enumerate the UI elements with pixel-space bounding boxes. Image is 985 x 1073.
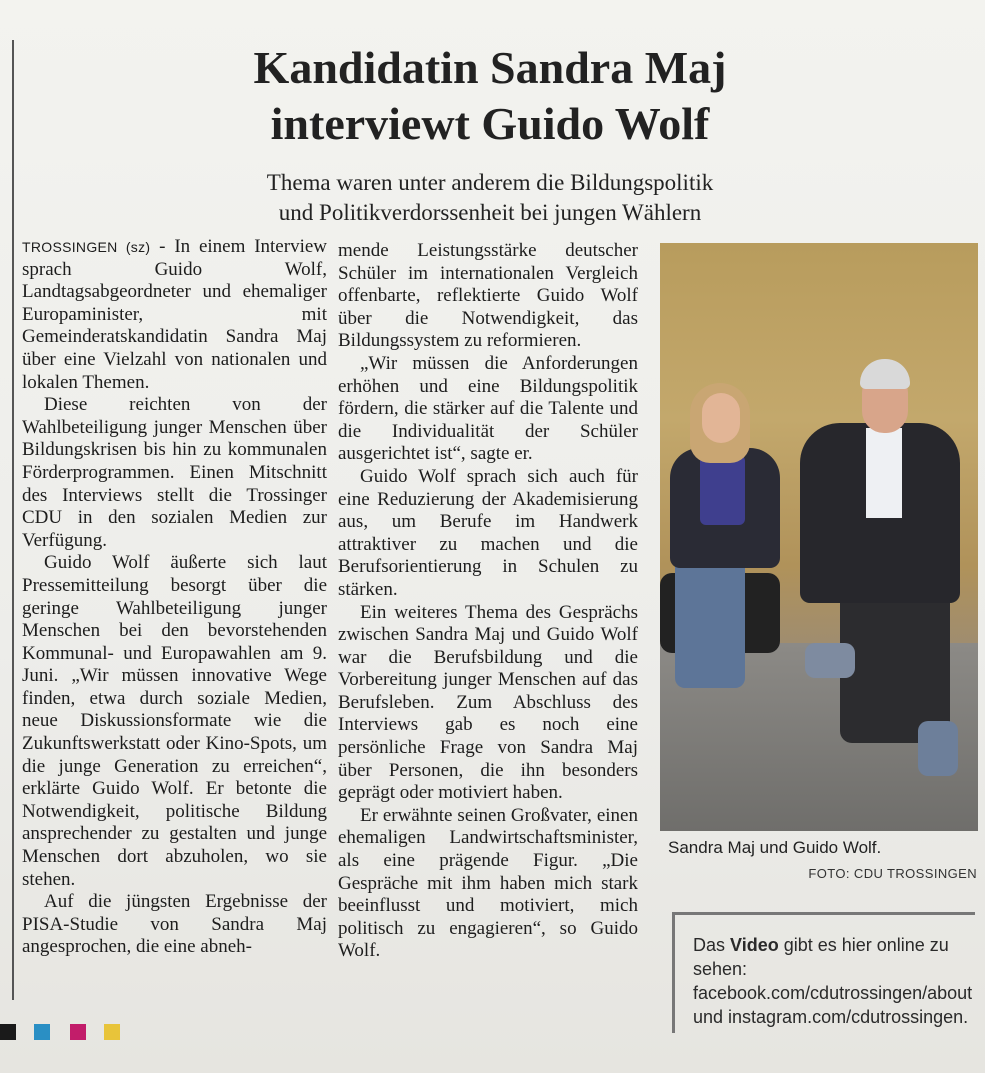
photo-person-a-legs: [675, 548, 745, 688]
column-rule: [12, 40, 14, 1000]
article-photo: [660, 243, 978, 831]
article-column-2: [338, 240, 638, 963]
photo-shoe: [918, 721, 958, 776]
paragraph: Er erwähnte seinen Großvater, einen ehemaligen Landwirtschaftsminister, als eine prägende Figur. „Die Gespräche mit ihm haben mich stark beeinflusst und motiviert, mich politisch zu engagieren“, so Guido Wolf.: [338, 804, 638, 962]
paragraph: Guido Wolf sprach sich auch für eine Reduzierung der Akademisierung aus, um Berufe im Handwerk attraktiver zu machen und die Berufsorientierung in Schulen zu stärken.: [338, 465, 638, 600]
photo-person-a-face: [702, 393, 740, 443]
print-color-swatch-black: [0, 1024, 16, 1040]
paragraph: [22, 236, 327, 394]
paragraph-text: - In einem Interview sprach Guido Wolf, Landtagsabgeordneter und ehemaliger Europaminister, mit Gemeinderatskandidatin Sandra Maj über eine Vielzahl von nationalen und lokalen Themen.: [22, 236, 327, 393]
paragraph: Diese reichten von der Wahlbeteiligung junger Menschen über Bildungskrisen bis hin zu kommunalen Förderprogrammen. Einen Mitschnitt des Interviews stellt die Trossinger CDU in den sozialen Medien zur Verfügung.: [22, 394, 327, 551]
subhead-line-1: Thema waren unter anderem die Bildungspolitik: [266, 170, 714, 195]
info-box-prefix: Das: [693, 935, 731, 955]
info-box-rest: gibt es hier online zu sehen: facebook.com/cdutrossingen/about und instagram.com/cdutrossingen.: [693, 935, 973, 1027]
subheadline: [140, 168, 840, 228]
headline-line-1: Kandidatin Sandra Maj: [253, 42, 727, 93]
paragraph: Guido Wolf äußerte sich laut Pressemitteilung besorgt über die geringe Wahlbeteiligung junger Menschen bei den bevorstehenden Kommunal- und Europawahlen am 9. Juni. „Wir müssen innovative Wege finden, etwa durch soziale Medien, neue Diskussionsformate wie die Zukunftswerkstatt oder Kino-Spots, um die junge Generation zu erreichen“, erklärte Guido Wolf. Er betonte die Notwendigkeit, politische Bildung ansprechender zu gestalten und junge Menschen dort abzuholen, wo sie stehen.: [22, 552, 327, 890]
info-box-bold: Video: [730, 935, 779, 955]
photo-shoe: [805, 643, 855, 678]
print-color-swatch-magenta: [70, 1024, 86, 1040]
dateline: TROSSINGEN (sz): [22, 239, 151, 255]
paragraph: Ein weiteres Thema des Gesprächs zwischen Sandra Maj und Guido Wolf war die Berufsbildung und die Vorbereitung junger Menschen auf das Berufsleben. Zum Abschluss des Interviews gab es noch eine persönliche Frage von Sandra Maj über Personen, die ihn besonders geprägt oder motiviert haben.: [338, 601, 638, 804]
photo-person-b-hair: [860, 359, 910, 389]
info-box: [672, 912, 975, 1033]
paragraph: „Wir müssen die Anforderungen erhöhen und eine Bildungspolitik fördern, die stärker auf die Talente und die Individualität der Schüler ausgerichtet ist“, sagte er.: [338, 352, 638, 465]
paragraph: mende Leistungsstärke deutscher Schüler im internationalen Vergleich offenbarte, reflektierte Guido Wolf über die Notwendigkeit, das Bildungssystem zu reformieren.: [338, 240, 638, 352]
article-column-1: [22, 236, 327, 959]
photo-credit: FOTO: CDU TROSSINGEN: [808, 866, 977, 881]
photo-caption: Sandra Maj und Guido Wolf.: [668, 838, 882, 857]
headline-line-2: interviewt Guido Wolf: [270, 98, 710, 149]
subhead-line-2: und Politikverdorssenheit bei jungen Wählern: [278, 200, 702, 225]
headline: [40, 40, 940, 152]
paragraph: Auf die jüngsten Ergebnisse der PISA-Studie von Sandra Maj angesprochen, die eine abneh-: [22, 891, 327, 958]
photo-person-b-shirt: [866, 428, 902, 518]
photo-person-a-top: [700, 455, 745, 525]
print-color-swatch-cyan: [34, 1024, 50, 1040]
print-color-swatch-yellow: [104, 1024, 120, 1040]
info-box-text: [693, 933, 973, 1029]
